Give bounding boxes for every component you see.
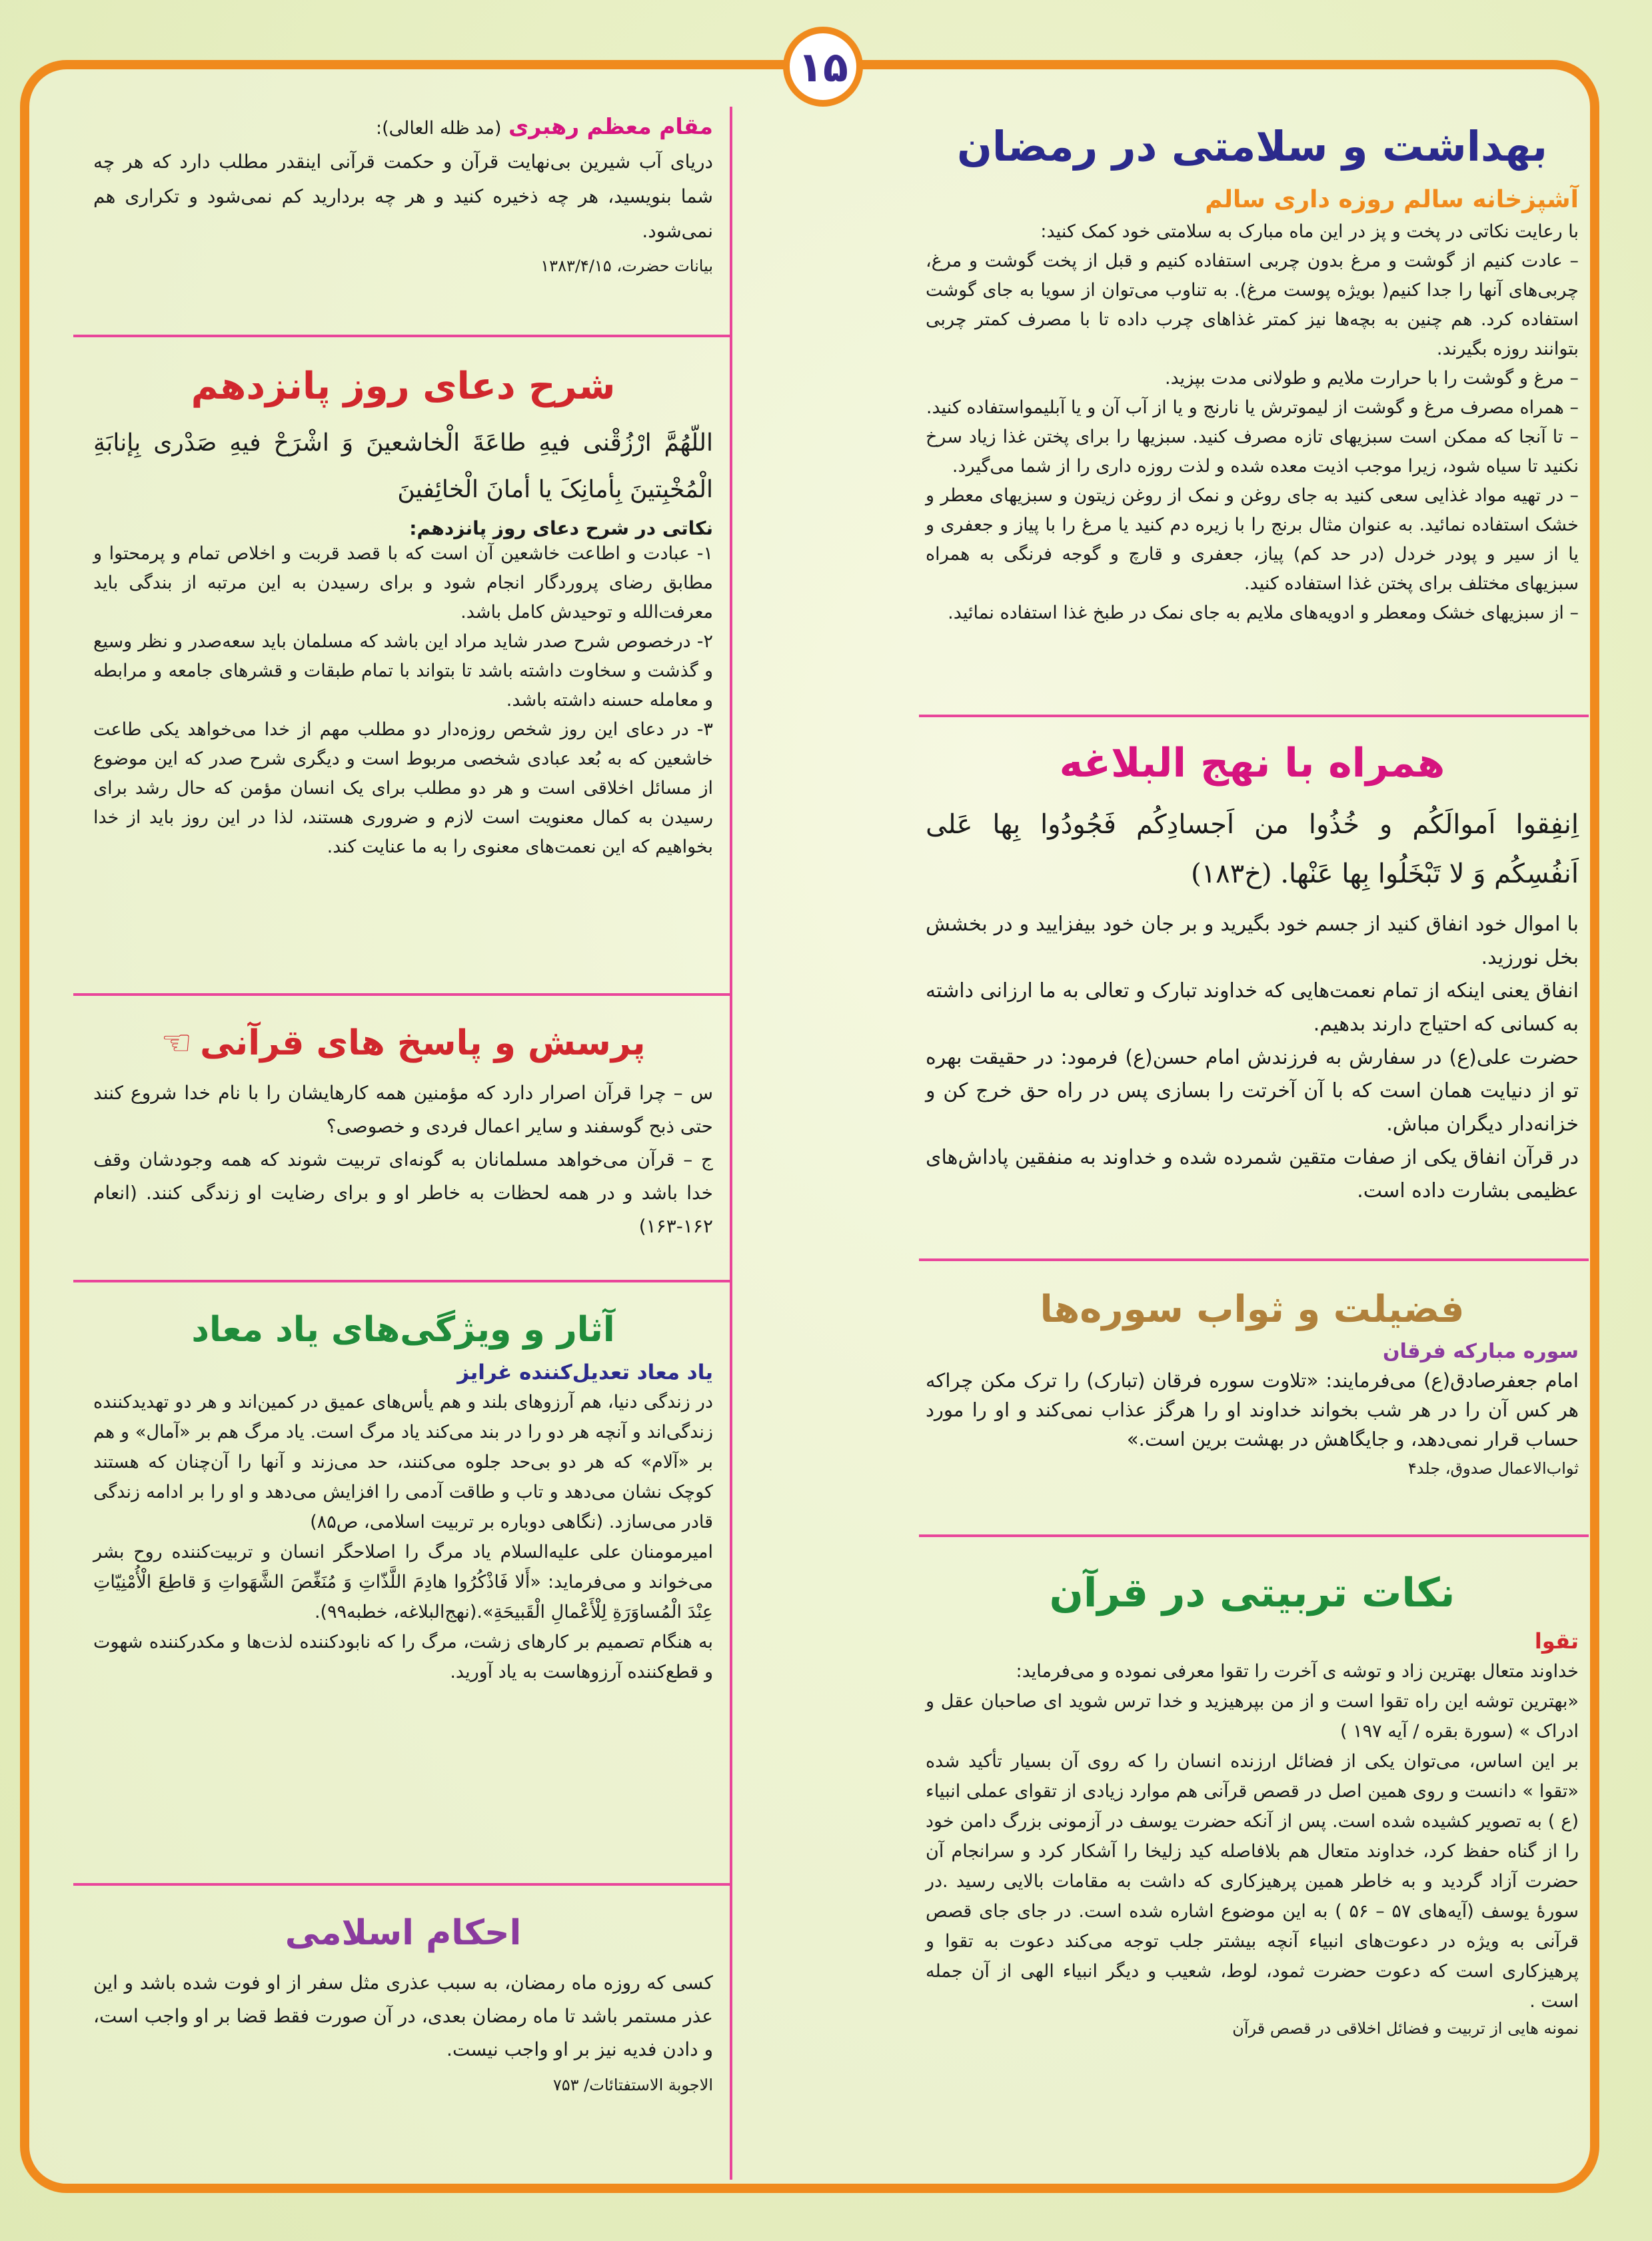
- dua-section: [93, 360, 713, 862]
- maad-title: آثار و ویژگی‌های یاد معاد: [191, 1310, 615, 1350]
- maad-paragraph: به هنگام تصمیم بر کارهای زشت، مرگ را که نابودکننده لذت‌ها و مکدرکننده شهوت و قطع‌کننده آرزوهاست به یاد آورید.: [93, 1632, 713, 1682]
- quran-tips-paragraph: بر این اساس، می‌توان یکی از فضائل ارزنده انسان را که روی آن بسیار تأکید شده «تقوا » دانست و روی همین اصل در قصص قرآنی هم موارد زیادی از تقوای عملی انبیاء (ع ) به تصویر کشیده شده است. پس از آنکه حضرت یوسف در آزمونی بزرگ دامن خود را از گناه حفظ کرد، خداوند متعال هم بلافاصله کید زلیخا را آشکار کرد و سرانجام آن حضرت آزاد گردید و به خاطر همین پرهیزکاری که داشت به مقامات بالایی رسید .در سورۀ یوسف (آیه‌های ۵۷ – ۵۶ ) به این موضوع اشاره شده است. در جای جای قصص قرآنی به ویژه در دعوت‌های انبیاء آنچه بیشتر جلب توجه می‌کند دعوت به تقوا و پرهیزکاری است که دعوت حضرت ثمود، لوط، شعیب و دیگر انبیاء الهی از آن جمله است .: [926, 1751, 1579, 2012]
- nahj-paragraph: انفاق یعنی اینکه از تمام نعمت‌هایی که خداوند تبارک و تعالی به ما ارزانی داشته به کسانی که احتیاج دارند بدهیم.: [926, 979, 1579, 1036]
- health-title: بهداشت و سلامتی در رمضان: [956, 122, 1548, 171]
- ahkam-source: الاجوبة الاستفتائات/ ۷۵۳: [552, 2076, 713, 2094]
- quran-tips-title: نکات تربیتی در قرآن: [1049, 1570, 1455, 1616]
- quran-tips-paragraph: «بهترین توشه این راه تقوا است و از من بپرهیزید و خدا ترس شوید ای صاحبان عقل و ادراک » (سورة بقره / آیه ۱۹۷ ): [926, 1691, 1579, 1742]
- qa-question: س – چرا قرآن اصرار دارد که مؤمنین همه کارهایشان را با نام خدا شروع کنند حتی ذبح گوسفند و سایر اعمال فردی و خصوصی؟: [93, 1082, 713, 1137]
- qa-title: پرسش و پاسخ های قرآنی: [200, 1023, 646, 1063]
- nahj-arabic: اِنفِقوا اَموالَکُم و خُذُوا من اَجسادِکُم فَجُودُوا بِها عَلی اَنفُسِکُم وَ لا تَبْخَلُوا بِها عَنْها. (خ۱۸۳): [926, 809, 1579, 889]
- health-paragraph: – از سبزیهای خشک ومعطر و ادویه‌های ملایم به جای نمک در طبخ غذا استفاده نمائید.: [948, 603, 1579, 623]
- health-body: [926, 217, 1579, 628]
- surah-source: ثواب‌الاعمال صدوق، جلد۴: [1407, 1459, 1579, 1478]
- surah-subtitle: سوره مبارکه فرقان: [1383, 1340, 1579, 1363]
- quran-tips-body: [926, 1656, 1579, 2016]
- health-paragraph: – همراه مصرف مرغ و گوشت از لیموترش یا نارنج و یا از آب آن و یا آبلیمواستفاده کنید.: [926, 397, 1579, 418]
- divider-right-2: [919, 1258, 1589, 1261]
- leader-text: دریای آب شیرین بی‌نهایت قرآن و حکمت قرآنی اینقدر مطلب دارد که هر چه شما بنویسید، هر چه ذخیره کنید و هر چه بردارید کم نمی‌شود و تکراری هم نمی‌شود.: [93, 151, 713, 242]
- health-subtitle: آشپزخانه سالم روزه داری سالم: [1205, 186, 1579, 213]
- leader-heading: [93, 113, 713, 139]
- ahkam-text: کسی که روزه ماه رمضان، به سبب عذری مثل سفر از او فوت شده باشد و این عذر مستمر باشد تا ماه رمضان بعدی، در آن صورت فقط قضا بر او واجب است، و دادن فدیه نیز بر او واجب نیست.: [93, 1972, 713, 2060]
- quran-tips-paragraph: خداوند متعال بهترین زاد و توشه ی آخرت را تقوا معرفی نموده و می‌فرماید:: [1016, 1661, 1579, 1682]
- divider-right-1: [919, 715, 1589, 717]
- health-section: [926, 117, 1579, 628]
- qa-answer: ج – قرآن می‌خواهد مسلمانان به گونه‌ای تربیت شوند که همه وجودشان وقف خدا باشد و در همه لحظات به خاطر او و برای رضایت او زندگی کنند. (انعام ۱۶۲-۱۶۳): [93, 1148, 713, 1237]
- nahj-title: همراه با نهج البلاغه: [1059, 740, 1445, 787]
- qa-section: [93, 1017, 713, 1243]
- nahj-paragraph: با اموال خود انفاق کنید از جسم خود بگیرید و بر جان خود بیفزایید و در بخشش بخل نورزید.: [926, 913, 1579, 969]
- dua-title: شرح دعای روز پانزدهم: [191, 365, 616, 408]
- ahkam-title: احکام اسلامی: [285, 1913, 522, 1953]
- pointing-hand-icon: ☜: [161, 1023, 193, 1063]
- quran-tips-section: [926, 1563, 1579, 2038]
- divider-left-1: [73, 335, 730, 337]
- qa-body: [93, 1077, 713, 1243]
- health-paragraph: – عادت کنیم از گوشت و مرغ بدون چربی استفاده کنیم و قبل از پخت گوشت و مرغ، چربی‌های آنها را جدا کنیم( بویژه پوست مرغ). به تناوب می‌توان از سویا به جای گوشت استفاده کرد. هم چنین به بچه‌ها نیز کمتر غذاهای چرب داده تا با مصرف کمتر چربی بتوانند روزه بگیرند.: [926, 251, 1579, 359]
- nahj-paragraph: حضرت علی(ع) در سفارش به فرزندش امام حسن(ع) فرمود: در حقیقت بهره تو از دنیایت همان است که با آن آخرتت را بسازی پس در راه حق خرج کن و خزانه‌دار دیگران مباش.: [926, 1046, 1579, 1136]
- column-divider: [730, 107, 732, 2180]
- dua-point: ۳- در دعای این روز شخص روزه‌دار دو مطلب مهم از خدا می‌خواهد یکی طاعت خاشعین که به بُعد عبادی شخصی مربوط است و دیگری شرح صدر که این موضوع از مسائل اخلاقی است و هر دو مطلب برای یک انسان مؤمن که حال رشد برای رسیدن به کمال معنویت است لازم و ضروری هستند، لذا در این روز باید از خدا بخواهیم که این نعمت‌های معنوی را به ما عنایت کند.: [93, 719, 713, 857]
- dua-arabic: اللّهُمَّ ارْزُقْنی فیهِ طاعَةَ الْخاشعینَ وَ اشْرَحْ فیهِ صَدْری بِإنابَةِ الْمُخْبِتینَ بِأمانِکَ یا أمانَ الْخائِفینَ: [93, 429, 713, 503]
- health-paragraph: با رعایت نکاتی در پخت و پز در این ماه مبارک به سلامتی خود کمک کنید:: [1040, 221, 1579, 242]
- surah-text: امام جعفرصادق(ع) می‌فرمایند: «تلاوت سوره فرقان (تبارک) را ترک مکن چراکه هر کس آن را در هر شب بخواند خداوند او را هرگز عذاب نمی‌کند و او را مورد حساب قرار نمی‌دهد، و جایگاهش در بهشت برین است.»: [926, 1369, 1579, 1450]
- health-paragraph: – در تهیه مواد غذایی سعی کنید به جای روغن و نمک از روغن زیتون و سبزیهای معطر و خشک استفاده نمائید. به عنوان مثال برنج را با زیره دم کنید یا مرغ را با پیاز و جعفری و یا از سیر و پودر خردل (در حد کم) پیاز، جعفری و قارچ و گوجه فرنگی به همراه سبزیهای مختلف برای پختن غذا استفاده کنید.: [926, 485, 1579, 594]
- maad-body: [93, 1387, 713, 1687]
- dua-points-title: نکاتی در شرح دعای روز پانزدهم:: [409, 517, 713, 539]
- maad-subtitle: یاد معاد تعدیل‌کننده غرایز: [457, 1360, 713, 1384]
- dua-point: ۱- عبادت و اطاعت خاشعین آن است که با قصد قربت و اخلاص تمام و پرمحتوا و مطابق رضای پروردگار انجام شود و برای رسیدن به این مرتبه از بندگی باید معرفت‌الله و توحیدش کامل باشد.: [93, 543, 713, 623]
- surah-section: [926, 1280, 1579, 1478]
- health-paragraph: – تا آنجا که ممکن است سبزیهای تازه مصرف کنید. سبزیها را برای پختن غذا زیاد سرخ نکنید تا سیاه شود، زیرا موجب اذیت معده شده و لذت روزه داری را از شما می‌گیرد.: [926, 427, 1579, 477]
- qa-heading: [93, 1017, 713, 1070]
- ahkam-section: [93, 1906, 713, 2094]
- dua-points: [93, 539, 713, 862]
- divider-left-4: [73, 1883, 730, 1886]
- leader-title: مقام معظم رهبری: [508, 113, 713, 139]
- nahj-section: [926, 733, 1579, 1208]
- nahj-paragraph: در قرآن انفاق یکی از صفات متقین شمرده شده و خداوند به منفقین پاداش‌های عظیمی بشارت داده است.: [926, 1146, 1579, 1202]
- maad-paragraph: در زندگی دنیا، هم آرزوهای بلند و هم یأس‌های عمیق در کمین‌اند و هر دو تهدیدکننده زندگی‌اند و آنچه هر دو را در بند می‌کند یاد مرگ است. یاد مرگ هم بر «آمال» و هم بر «آلام» که هر دو بی‌حد جلوه می‌کنند، حد می‌زند و آنها را آن‌چنان که هستند کوچک نشان می‌دهد و تاب و طاقت آدمی را افزایش می‌دهد و او را بر ادامه زندگی قادر می‌سازد. (نگاهی دوباره بر تربیت اسلامی، ص۸۵): [93, 1392, 713, 1532]
- divider-left-2: [73, 993, 730, 996]
- divider-right-3: [919, 1534, 1589, 1537]
- divider-left-3: [73, 1280, 730, 1282]
- leader-section: [93, 113, 713, 275]
- nahj-body: [926, 908, 1579, 1208]
- surah-title: فضیلت و ثواب سوره‌ها: [1040, 1288, 1465, 1331]
- page-number: ۱۵: [783, 27, 863, 107]
- quran-tips-subtitle: تقوا: [1534, 1628, 1579, 1654]
- leader-title-suffix: (مد ظله العالی):: [375, 118, 502, 139]
- quran-tips-source: نمونه هایی از تربیت و فضائل اخلاقی در قصص قرآن: [1232, 2019, 1579, 2038]
- maad-section: [93, 1303, 713, 1687]
- leader-source: بیانات حضرت، ۱۳۸۳/۴/۱۵: [540, 257, 713, 275]
- dua-point: ۲- درخصوص شرح صدر شاید مراد این باشد که مسلمان باید سعه‌صدر و نظر وسیع و گذشت و سخاوت داشته باشد تا بتواند با تمام طبقات و قشرهای جامعه و مرابطه و معامله حسنه داشته باشد.: [93, 631, 713, 711]
- health-paragraph: – مرغ و گوشت را با حرارت ملایم و طولانی مدت بپزید.: [1164, 368, 1579, 389]
- maad-paragraph: امیرمومنان علی علیه‌السلام یاد مرگ را اصلاحگر انسان و تربیت‌کننده روح بشر می‌خواند و می‌فرماید: «أَلا فَاذْکُرُوا هادِمَ اللَّذّاتِ وَ مُنَغِّصَ الشَّهَواتِ وَ قاطِعَ الْأُمْنِیّاتِ عِنْدَ الْمُساوَرَةِ لِلْأَعْمالِ الْقَبیحَةِ».(نهج‌البلاغه، خطبه۹۹).: [93, 1542, 713, 1622]
